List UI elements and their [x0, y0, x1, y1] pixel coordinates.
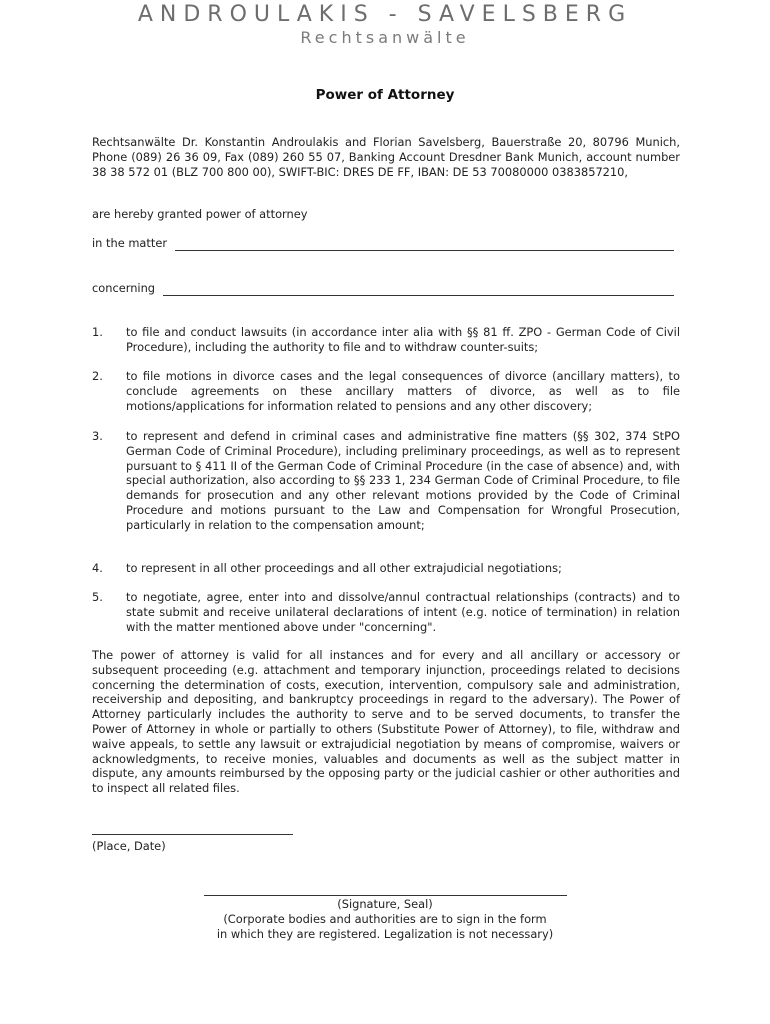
signature-note-line-1: (Corporate bodies and authorities are to sign in the form — [223, 912, 547, 926]
place-date-label: (Place, Date) — [92, 839, 166, 853]
concerning-blank-line[interactable] — [163, 284, 674, 296]
list-item — [92, 561, 680, 576]
list-item-number: 1. — [92, 325, 103, 339]
scope-paragraph: The power of attorney is valid for all instances and for every and all ancillary or accessory or subsequent proceeding (e.g. attachment and temporary injunction, proceedings related to decisions concerning the determination of costs, execution, intervention, compulsory sale and administration, receivership and depositing, and bankruptcy proceedings in regard to the adversary). The Power of Attorney particularly includes the authority to serve and to be served documents, to transfer the Power of Attorney in whole or partially to others (Substitute Power of Attorney), to file, withdraw and waive appeals, to settle any lawsuit or extrajudicial negotiation by means of compromise, waivers or acknowledgments, to receive monies, valuables and documents as well as the subject matter in dispute, any amounts reimbursed by the opposing party or the judicial cashier or other authorities and to inspect all related files. — [92, 648, 680, 796]
list-item — [92, 429, 680, 533]
matter-blank-line[interactable] — [175, 239, 674, 251]
list-item-number: 5. — [92, 590, 103, 604]
list-item-text: to represent in all other proceedings and all other extrajudicial negotiations; — [126, 561, 562, 575]
signature-line[interactable] — [204, 895, 567, 896]
signature-block — [185, 897, 585, 942]
matter-label: in the matter — [92, 236, 168, 250]
list-item-number: 4. — [92, 561, 103, 575]
list-item — [92, 369, 680, 413]
signature-seal-label: (Signature, Seal) — [337, 897, 433, 911]
list-item-text: to file motions in divorce cases and the legal consequences of divorce (ancillary matters), to conclude agreements on these ancillary matters of divorce, as well as to file motions/applications for information related to pensions and any other discovery; — [126, 369, 680, 413]
list-item-number: 2. — [92, 369, 103, 383]
concerning-label: concerning — [92, 281, 156, 295]
matter-field-row — [92, 236, 680, 251]
list-item-text: to represent and defend in criminal cases and administrative fine matters (§§ 302, 374 StPO German Code of Criminal Procedure), including preliminary proceedings, as well as to represent pursuant to § 411 II of the German Code of Criminal Procedure (in the case of absence) and, with special authorization, also according to §§ 233 1, 234 German Code of Criminal Procedure, to file demands for prosecution and any other relevant motions provided by the Code of Criminal Procedure and motions pursuant to the Law and Compensation for Wrongful Prosecution, particularly in relation to the compensation amount; — [126, 429, 680, 532]
granted-statement: are hereby granted power of attorney — [92, 207, 308, 221]
list-item — [92, 325, 680, 355]
list-item-number: 3. — [92, 429, 103, 443]
signature-note-line-2: in which they are registered. Legalization is not necessary) — [216, 927, 554, 941]
list-item-text: to file and conduct lawsuits (in accordance inter alia with §§ 81 ff. ZPO - German Code of Civil Procedure), including the authority to file and to withdraw counter-suits; — [126, 325, 680, 354]
place-date-line[interactable] — [92, 834, 293, 835]
concerning-field-row — [92, 281, 680, 296]
intro-paragraph: Rechtsanwälte Dr. Konstantin Androulakis and Florian Savelsberg, Bauerstraße 20, 80796 Munich, Phone (089) 26 36 09, Fax (089) 260 55 07, Banking Account Dresdner Bank Munich, account number 38 38 572 01 (BLZ 700 800 00), SWIFT-BIC: DRES DE FF, IBAN: DE 53 70080000 0383857210, — [92, 135, 680, 179]
document-title: Power of Attorney — [315, 87, 455, 103]
letterhead-firm-name: ANDROULAKIS - SAVELSBERG — [137, 2, 633, 27]
list-item-text: to negotiate, agree, enter into and dissolve/annul contractual relationships (contracts) and to state submit and receive unilateral declarations of intent (e.g. notice of termination) in relation with the matter mentioned above under "concerning". — [126, 590, 680, 634]
letterhead-subtitle: Rechtsanwälte — [300, 28, 470, 47]
list-item — [92, 590, 680, 634]
